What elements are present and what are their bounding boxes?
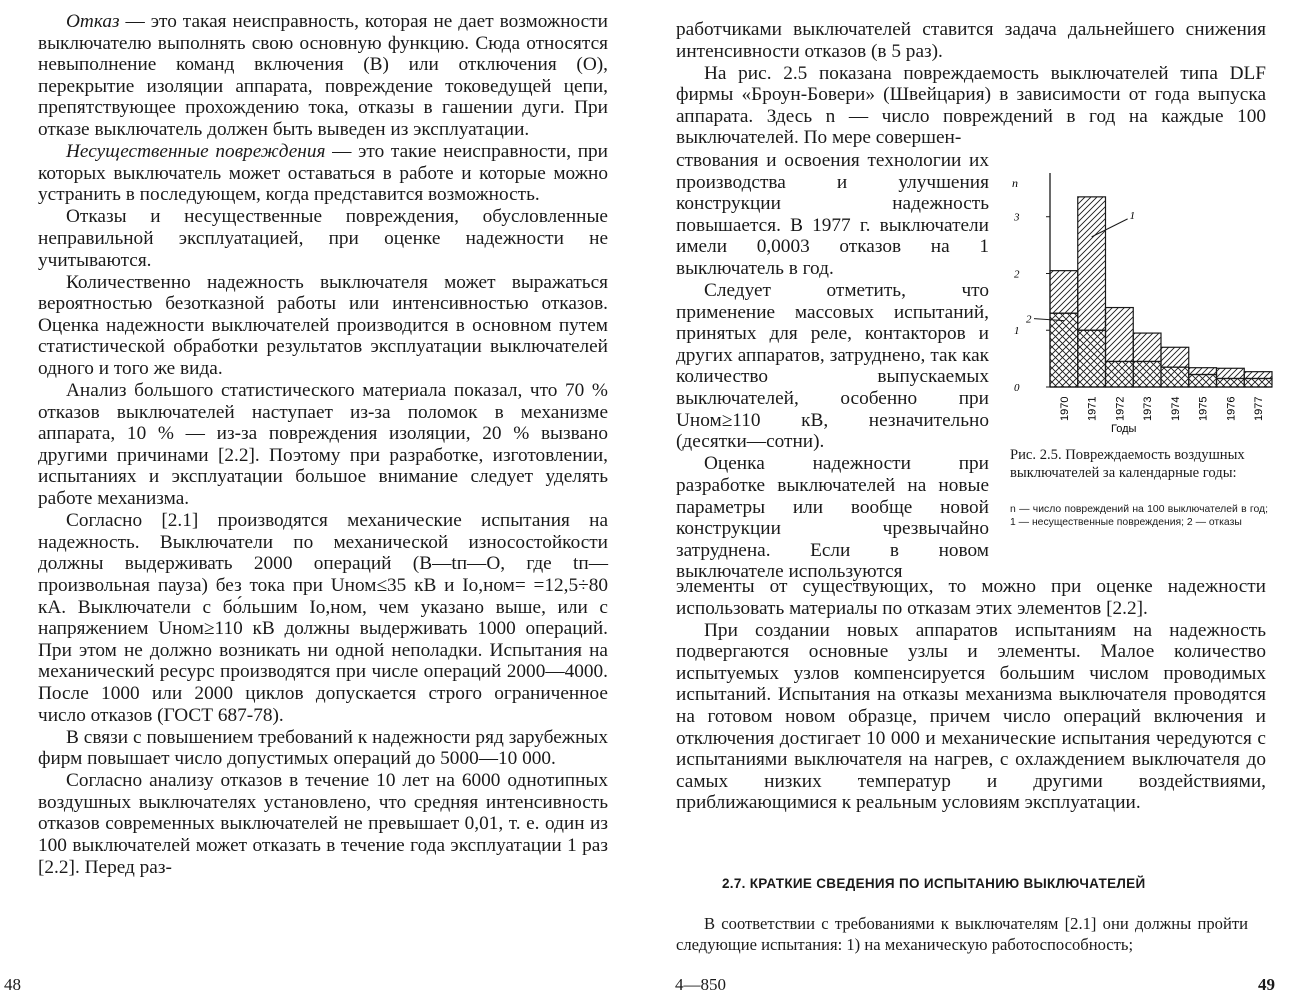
paragraph: Отказы и несущественные повреждения, обусловленные неправильной эксплуатацией, при оценке надежности не учитываются.	[38, 206, 608, 271]
damage-rate-chart	[1003, 165, 1293, 445]
printer-signature: 4—850	[675, 975, 726, 994]
left-page	[0, 0, 640, 1005]
annotation-label: 2	[1026, 313, 1032, 326]
bar-failures	[1050, 313, 1078, 387]
section-text: В соответствии с требованиями к выключателям [2.1] они должны пройти следующие испытания: 1) на механическую работоспособность;	[676, 914, 1248, 954]
paragraph: Отказ — это такая неисправность, которая не дает возможности выключателю выполнять свою основную функцию. Сюда относятся невыполнение команд включения (В) или отключения (О), перекрытие изоляции аппарата, повреждение токоведущей цепи, препятствующее прохождению тока, отказы в гашении дуги. При отказе выключатель должен быть выведен из эксплуатации.	[38, 11, 608, 140]
bar-minor-damage	[1244, 372, 1272, 379]
chart-bars	[1050, 197, 1272, 387]
x-axis-label: Годы	[1111, 423, 1137, 435]
y-tick-label: 0	[1014, 382, 1020, 394]
bar-minor-damage	[1050, 271, 1078, 314]
bar-failures	[1161, 367, 1189, 387]
page-number: 49	[1258, 975, 1275, 994]
section-title: 2.7. КРАТКИЕ СВЕДЕНИЯ ПО ИСПЫТАНИЮ ВЫКЛЮЧАТЕЛЕЙ	[722, 876, 1146, 891]
paragraph: работчиками выключателей ставится задача дальнейшего снижения интенсивности отказов (в 5 раз).	[676, 19, 1266, 62]
y-tick-label: 3	[1014, 211, 1020, 224]
x-tick-label: 1977	[1253, 396, 1266, 421]
bar-minor-damage	[1161, 347, 1189, 367]
bar-failures	[1106, 361, 1134, 387]
paragraph: Согласно [2.1] производятся механические испытания на надежность. Выключатели по механической износостойкости должны выдерживать 2000 операций (В—tп—О, где tп— произвольная пауза) без тока при Uном≤35 кВ и Iо,ном= =12,5÷80 кА. Выключатели с бо́льшим Iо,ном, чем указано выше, или с напряжением Uном≥110 кВ должны выдерживать 1000 операций. При этом не должно возникать ни одной неполадки. Испытания на механический ресурс производятся при числе операций 2000—4000. После 1000 или 2000 циклов допускается строго ограниченное число отказов (ГОСТ 687-78).	[38, 510, 608, 726]
paragraph: Количественно надежность выключателя может выражаться вероятностью безотказной работы или интенсивностью отказов. Оценка надежности выключателей производится в основном путем статистической обработки результатов эксплуатации выключателей одного и того же вида.	[38, 271, 608, 379]
y-tick-label: 1	[1014, 325, 1020, 338]
bar-minor-damage	[1078, 197, 1106, 330]
paragraph: Несущественные повреждения — это такие неисправности, при которых выключатель может оставаться в работе и которые можно устранить в последующем, когда представится возможность.	[38, 141, 608, 206]
x-tick-label: 1970	[1058, 396, 1071, 421]
paragraph: Следует отметить, что применение массовых испытаний, принятых для реле, контакторов и других аппаратов, затруднено, так как количество выпускаемых выключателей, особенно при Uном≥110 кВ, незначительно (десятки—сотни).	[676, 280, 989, 453]
y-tick-label: 2	[1014, 268, 1020, 281]
x-tick-label: 1972	[1114, 396, 1127, 421]
paragraph: В связи с повышением требований к надежности ряд зарубежных фирм повышает число допустимых операций до 5000—10 000.	[38, 726, 608, 770]
figure-legend: n — число повреждений на 100 выключателей в год; 1 — несущественные повреждения; 2 — отказы	[1010, 504, 1268, 528]
bar-minor-damage	[1217, 368, 1245, 378]
left-page-text	[38, 11, 608, 878]
bar-failures	[1189, 375, 1217, 387]
bar-failures	[1133, 361, 1161, 387]
paragraph: На рис. 2.5 показана повреждаемость выключателей типа DLF фирмы «Броун-Бовери» (Швейцария) в зависимости от года выпуска аппарата. Здесь n — число повреждений в год на каждые 100 выключателей. По мере совершен-	[676, 62, 1266, 149]
right-page-top-text	[676, 19, 1266, 149]
right-page-bottom-text	[676, 576, 1266, 814]
x-tick-label: 1976	[1225, 396, 1238, 421]
bar-failures	[1217, 378, 1245, 387]
paragraph: Анализ большого статистического материала показал, что 70 % отказов выключателей наступает из-за поломок в механизме аппарата, 10 % — из-за повреждения изоляции, 20 % вызвано другими причинами [2.2]. Поэтому при разработке, изготовлении, испытаниях и эксплуатации большое внимание следует уделять работе механизма.	[38, 380, 608, 510]
figure-caption: Рис. 2.5. Повреждаемость воздушных выключателей за календарные годы:	[1010, 447, 1245, 481]
bar-minor-damage	[1189, 368, 1217, 375]
paragraph: Оценка надежности при разработке выключателей на новые параметры или вообще новой конструкции чрезвычайно затруднена. Если в новом выключателе используются	[676, 453, 989, 583]
paragraph: Согласно анализу отказов в течение 10 лет на 6000 однотипных воздушных выключателях установлено, что средняя интенсивность отказов современных выключателей не превышает 0,01, т. е. один из 100 выключателей может отказать в течение года эксплуатации 1 раз [2.2]. Перед раз-	[38, 770, 608, 878]
annotation-label: 1	[1129, 209, 1136, 222]
paragraph: При создании новых аппаратов испытаниям на надежность подвергаются основные узлы и элементы. Малое количество испытуемых узлов компенсируется большим числом проводимых испытаний. Испытания на отказы механизма выключателя проводятся на готовом новом образце, причем число операций включения и отключения достигает 10 000 и механические испытания чередуются с испытаниями выключателя на нагрев, с охлаждением выключателя до самых низких температур и другими воздействиями, приближающимися к реальным условиям эксплуатации.	[676, 619, 1266, 814]
bar-minor-damage	[1133, 333, 1161, 361]
x-tick-label: 1974	[1169, 396, 1182, 421]
x-tick-label: 1975	[1197, 396, 1210, 421]
x-tick-label: 1973	[1142, 396, 1155, 421]
bar-failures	[1244, 378, 1272, 387]
y-axis-label: n	[1012, 176, 1018, 190]
page-number: 48	[4, 975, 21, 994]
paragraph: элементы от существующих, то можно при оценке надежности использовать материалы по отказам этих элементов [2.2].	[676, 576, 1266, 619]
bar-minor-damage	[1106, 308, 1134, 362]
x-tick-label: 1971	[1086, 396, 1099, 421]
bar-failures	[1078, 330, 1106, 387]
paragraph: ствования и освоения технологии их производства и улучшения конструкции надежность повышается. В 1977 г. выключатели имели 0,0003 отказов на 1 выключатель в год.	[676, 150, 989, 279]
right-page-wrap-text	[676, 150, 989, 583]
